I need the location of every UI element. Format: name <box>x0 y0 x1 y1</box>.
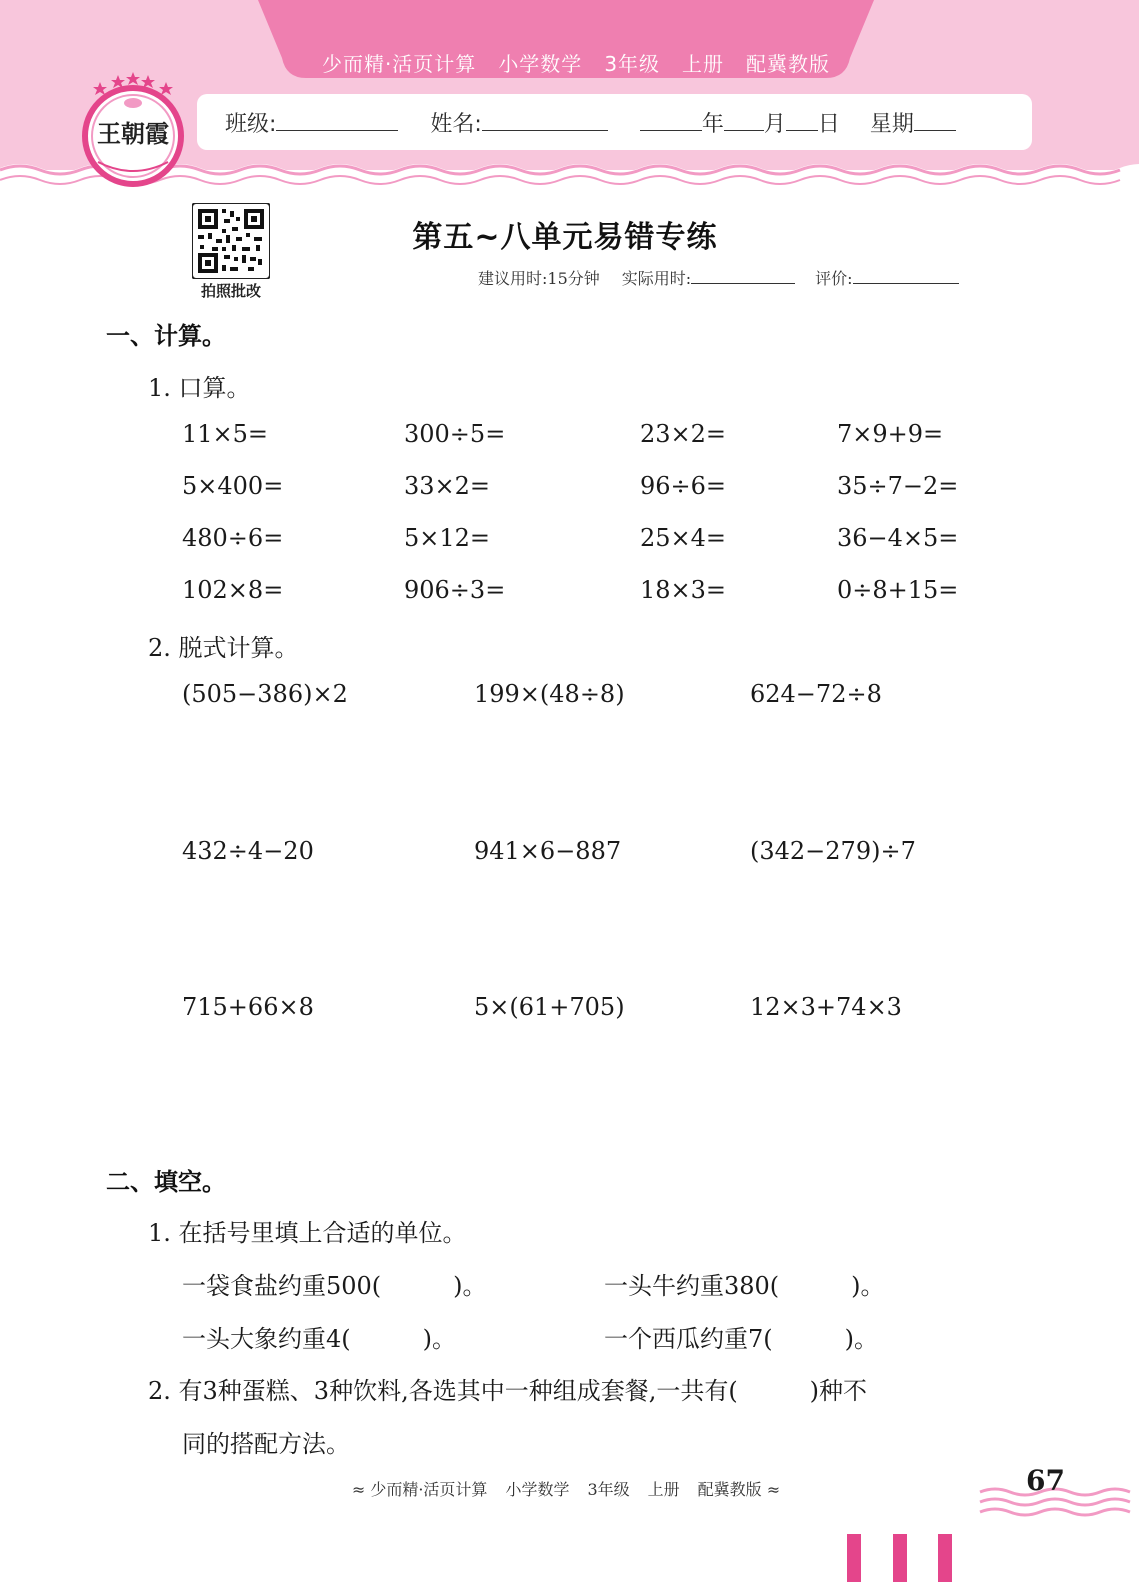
step-calc-item: 12×3+74×3 <box>750 993 902 1021</box>
step-calc-item: 624−72÷8 <box>750 680 882 708</box>
series-title <box>296 44 856 80</box>
footer-series <box>306 1474 826 1502</box>
unit-fill-item[interactable]: 一个西瓜约重7( )。 <box>604 1325 878 1353</box>
svg-text:王朝霞: 王朝霞 <box>97 119 169 148</box>
time-meta <box>478 266 959 289</box>
mental-math-item: 480÷6= <box>182 524 284 552</box>
suggested-time: 建议用时:15分钟 <box>478 269 600 288</box>
unit-fill-item[interactable]: 一头大象约重4( )。 <box>182 1325 456 1353</box>
step-calc-item: (342−279)÷7 <box>750 837 916 865</box>
footer-series-name: ≈ 少而精·活页计算 <box>351 1479 488 1499</box>
step-calc-item: 5×(61+705) <box>474 993 625 1021</box>
mental-math-item: 18×3= <box>640 576 727 604</box>
evaluation-blank[interactable] <box>853 268 959 284</box>
month-label: 月 <box>763 111 786 137</box>
actual-time-blank[interactable] <box>691 268 795 284</box>
footer-subject: 小学数学 <box>505 1479 570 1499</box>
series-grade: 3年级 <box>604 51 661 76</box>
mental-math-item: 5×12= <box>404 524 491 552</box>
weekday-blank[interactable] <box>914 109 956 131</box>
mental-math-item: 5×400= <box>182 472 284 500</box>
date-field[interactable] <box>640 107 840 138</box>
weekday-label: 星期 <box>869 111 914 137</box>
evaluation-label: 评价: <box>815 269 853 288</box>
series-volume: 上册 <box>682 51 725 76</box>
student-info-box <box>197 94 1032 150</box>
page-number: 67 <box>1026 1464 1065 1497</box>
name-field[interactable] <box>430 107 607 138</box>
year-label: 年 <box>701 111 724 137</box>
mental-math-item: 36−4×5= <box>837 524 959 552</box>
page-title: 第五~八单元易错专练 <box>412 220 718 255</box>
mental-math-item: 23×2= <box>640 420 727 448</box>
mental-math-item: 906÷3= <box>404 576 506 604</box>
mental-math-item: 0÷8+15= <box>837 576 959 604</box>
footer-edition: 配冀教版 ≈ <box>697 1479 781 1499</box>
name-label: 姓名: <box>430 111 482 137</box>
mental-math-item: 11×5= <box>182 420 269 448</box>
series-name: 少而精·活页计算 <box>321 51 477 76</box>
step-calc-item: 199×(48÷8) <box>474 680 625 708</box>
day-label: 日 <box>817 111 840 137</box>
qr-label: 拍照批改 <box>200 282 261 300</box>
name-blank[interactable] <box>482 109 608 131</box>
step-calc-item: 432÷4−20 <box>182 837 314 865</box>
unit-fill-item[interactable]: 一袋食盐约重500( )。 <box>182 1272 487 1300</box>
mental-math-title: 1. 口算。 <box>148 374 251 402</box>
unit-fill-item[interactable]: 一头牛约重380( )。 <box>604 1272 885 1300</box>
day-blank[interactable] <box>786 109 818 131</box>
combination-question[interactable]: 2. 有3种蛋糕、3种饮料,各选其中一种组成套餐,一共有( )种不 <box>148 1377 868 1405</box>
series-edition: 配冀教版 <box>746 51 831 76</box>
class-field[interactable] <box>225 107 398 138</box>
mental-math-item: 35÷7−2= <box>837 472 959 500</box>
section-2-heading: 二、填空。 <box>106 1168 226 1196</box>
combination-question-cont: 同的搭配方法。 <box>182 1430 350 1458</box>
mental-math-item: 25×4= <box>640 524 727 552</box>
mental-math-item: 102×8= <box>182 576 284 604</box>
series-subject: 小学数学 <box>498 51 583 76</box>
mental-math-item: 300÷5= <box>404 420 506 448</box>
step-calc-item: 941×6−887 <box>474 837 622 865</box>
unit-fill-title: 1. 在括号里填上合适的单位。 <box>148 1219 467 1247</box>
footer-volume: 上册 <box>647 1479 680 1499</box>
class-label: 班级: <box>225 111 277 137</box>
class-blank[interactable] <box>276 109 398 131</box>
step-calc-item: (505−386)×2 <box>182 680 348 708</box>
actual-time-label: 实际用时: <box>621 269 692 288</box>
publisher-logo <box>80 70 186 190</box>
footer-grade: 3年级 <box>587 1479 630 1499</box>
month-blank[interactable] <box>724 109 764 131</box>
mental-math-item: 7×9+9= <box>837 420 944 448</box>
step-calc-item: 715+66×8 <box>182 993 314 1021</box>
mental-math-item: 96÷6= <box>640 472 727 500</box>
year-blank[interactable] <box>640 109 702 131</box>
mental-math-item: 33×2= <box>404 472 491 500</box>
section-1-heading: 一、计算。 <box>106 322 226 350</box>
step-calc-title: 2. 脱式计算。 <box>148 634 299 662</box>
qr-code-icon[interactable] <box>192 203 270 279</box>
weekday-field[interactable] <box>870 107 956 138</box>
